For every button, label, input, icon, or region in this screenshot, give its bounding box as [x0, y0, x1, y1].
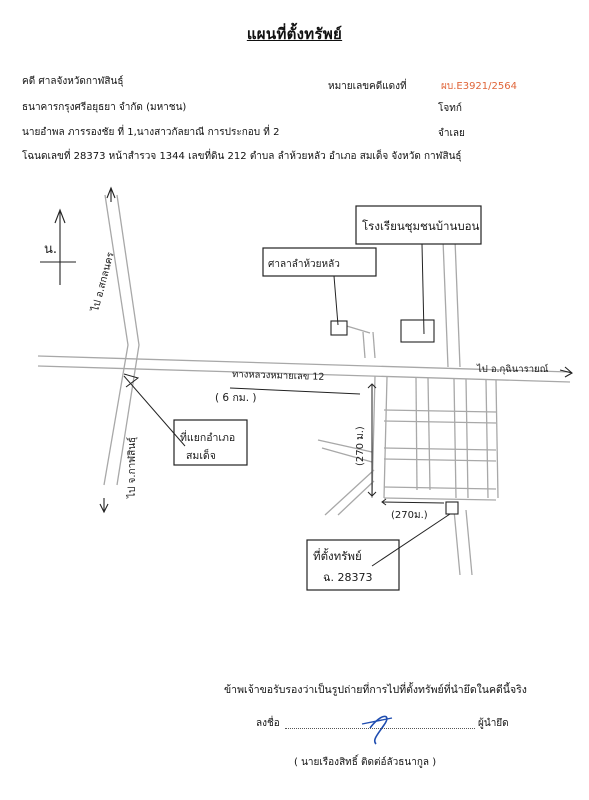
district-label-1: ที่แยกอำเภอ [180, 432, 236, 444]
defendant-line: นายอำพล ภารรองชัย ที่ 1,นางสาวกัลยาณี การประกอบ ที่ 2 [22, 127, 280, 138]
case-no: ผบ.E3921/2564 [441, 81, 517, 92]
school-label: โรงเรียนชุมชนบ้านบอน [362, 219, 480, 233]
property-label-2: ฉ. 28373 [323, 571, 373, 584]
road-arrows [100, 188, 572, 512]
deed-line: โฉนดเลขที่ 28373 หน้าสำรวจ 1344 เลขที่ดิน 212 ตำบล ลำห้วยหลัว อำเภอ สมเด็จ จังหวัด กาฬสินธุ์ [22, 151, 462, 162]
sign-label: ลงชื่อ [256, 718, 280, 729]
road-north-label: ไป อ.สกลนคร [90, 251, 117, 313]
dimension-lines [124, 374, 444, 505]
property-marker [446, 502, 458, 514]
temple-label: ศาลาลำห้วยหลัว [268, 259, 340, 270]
distance-horizontal: (270ม.) [391, 510, 428, 521]
page-title: แผนที่ตั้งทรัพย์ [246, 25, 343, 43]
court-line: คดี ศาลจังหวัดกาฬสินธุ์ [22, 76, 124, 87]
property-label-1: ที่ตั้งทรัพย์ [313, 549, 362, 563]
north-label: น. [44, 242, 58, 257]
sign-role: ผู้นำยึด [478, 718, 509, 729]
signature-line [285, 718, 475, 729]
signer-name: ( นายเรืองสิทธิ์ ติดต่อ์ลัวธนากูล ) [294, 757, 437, 768]
case-no-label: หมายเลขคดีแดงที่ [328, 81, 407, 92]
temple-marker [331, 321, 347, 335]
plaintiff-line: ธนาคารกรุงศรีอยุธยา จำกัด (มหาชน) [22, 102, 187, 113]
defendant-role: จำเลย [438, 128, 465, 139]
school-marker [401, 320, 434, 342]
plaintiff-role: โจทก์ [438, 103, 462, 114]
road-east-label: ไป อ.กุฉินารายณ์ [477, 364, 549, 375]
certify-text: ข้าพเจ้าขอรับรองว่าเป็นรูปถ่ายที่การไปที่ตั้งทรัพย์ที่นำยึดในคดีนี้จริง [224, 684, 527, 696]
highway-label: ทางหลวงหมายเลข 12 [231, 369, 325, 383]
distance-main: ( 6 กม. ) [215, 392, 257, 404]
distance-vertical: (270 ม.) [355, 426, 366, 466]
district-label-2: สมเด็จ [186, 450, 216, 462]
road-south-label: ไป จ.กาฬสินธุ์ [127, 436, 138, 498]
